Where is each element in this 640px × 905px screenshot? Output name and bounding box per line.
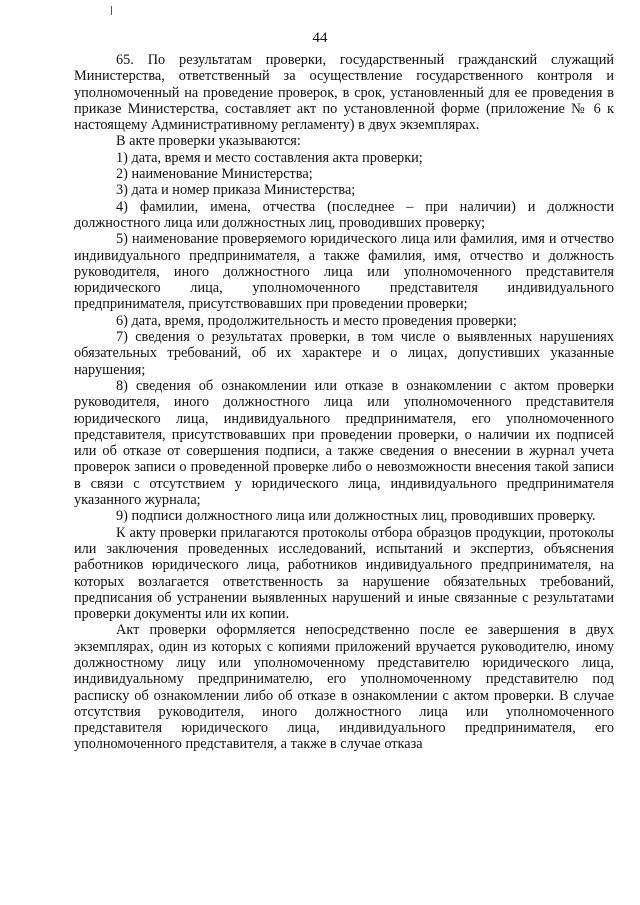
list-item-5: 5) наименование проверяемого юридического лица или фамилия, имя и отчество индивидуального предпринимателя, а также фамилия, имя, отчество и должность руководителя, иного должностного лица или уполномоченного представителя юридического лица, уполномоченного представителя индивидуального предпринимателя, присутствовавших при проведении проверки;: [74, 231, 614, 313]
paragraph-65: 65. По результатам проверки, государственный гражданский служащий Министерства, ответственный за осуществление государственного контроля и уполномоченный на проведение проверок, в срок, установленный для ее проведения в приказе Министерства, составляет акт по установленной форме (приложение № 6 к настоящему Административному регламенту) в двух экземплярах.: [74, 52, 614, 134]
paragraph-act-contents-intro: В акте проверки указываются:: [116, 133, 301, 150]
list-item-8: 8) сведения об ознакомлении или отказе в ознакомлении с актом проверки руководителя, иного должностного лица или уполномоченного представителя юридического лица, индивидуального предпринимателя, его уполномоченного представителя, присутствовавших при проведении проверки, о наличии их подписей или об отказе от совершения подписи, а также сведения о внесении в журнал учета проверок записи о проведенной проверке либо о невозможности внесения такой записи в связи с отсутствием у юридического лица, индивидуального предпринимателя указанного журнала;: [74, 377, 614, 509]
list-item-1: 1) дата, время и место составления акта проверки;: [116, 149, 423, 166]
list-item-9: 9) подписи должностного лица или должностных лиц, проводивших проверку.: [116, 508, 596, 525]
scan-mark: [111, 6, 112, 15]
list-item-4: 4) фамилии, имена, отчества (последнее – при наличии) и должности должностного лица или должностных лиц, проводивших проверку;: [74, 198, 614, 231]
list-item-3: 3) дата и номер приказа Министерства;: [116, 182, 356, 199]
list-item-7: 7) сведения о результатах проверки, в том числе о выявленных нарушениях обязательных требований, об их характере и о лицах, допустивших указанные нарушения;: [74, 329, 614, 378]
document-body: [74, 52, 614, 753]
paragraph-attachments: К акту проверки прилагаются протоколы отбора образцов продукции, протоколы или заключения проведенных исследований, испытаний и экспертиз, объяснения работников юридического лица, работников индивидуального предпринимателя, на которых возлагается ответственность за нарушение обязательных требований, предписания об устранении выявленных нарушений и иные связанные с результатами проверки документы или их копии.: [74, 524, 614, 623]
page-number: 44: [312, 30, 328, 46]
paragraph-act-delivery: Акт проверки оформляется непосредственно после ее завершения в двух экземплярах, один из которых с копиями приложений вручается руководителю, иному должностному лицу или уполномоченному представителю юридического лица, индивидуальному предпринимателю, его уполномоченному представителю под расписку об ознакомлении либо об отказе в ознакомлении с актом проверки. В случае отсутствия руководителя, иного должностного лица или уполномоченного представителя юридического лица, индивидуального предпринимателя, его уполномоченного представителя, а также в случае отказа: [74, 622, 614, 753]
list-item-6: 6) дата, время, продолжительность и место проведения проверки;: [116, 312, 517, 329]
list-item-2: 2) наименование Министерства;: [116, 166, 313, 183]
